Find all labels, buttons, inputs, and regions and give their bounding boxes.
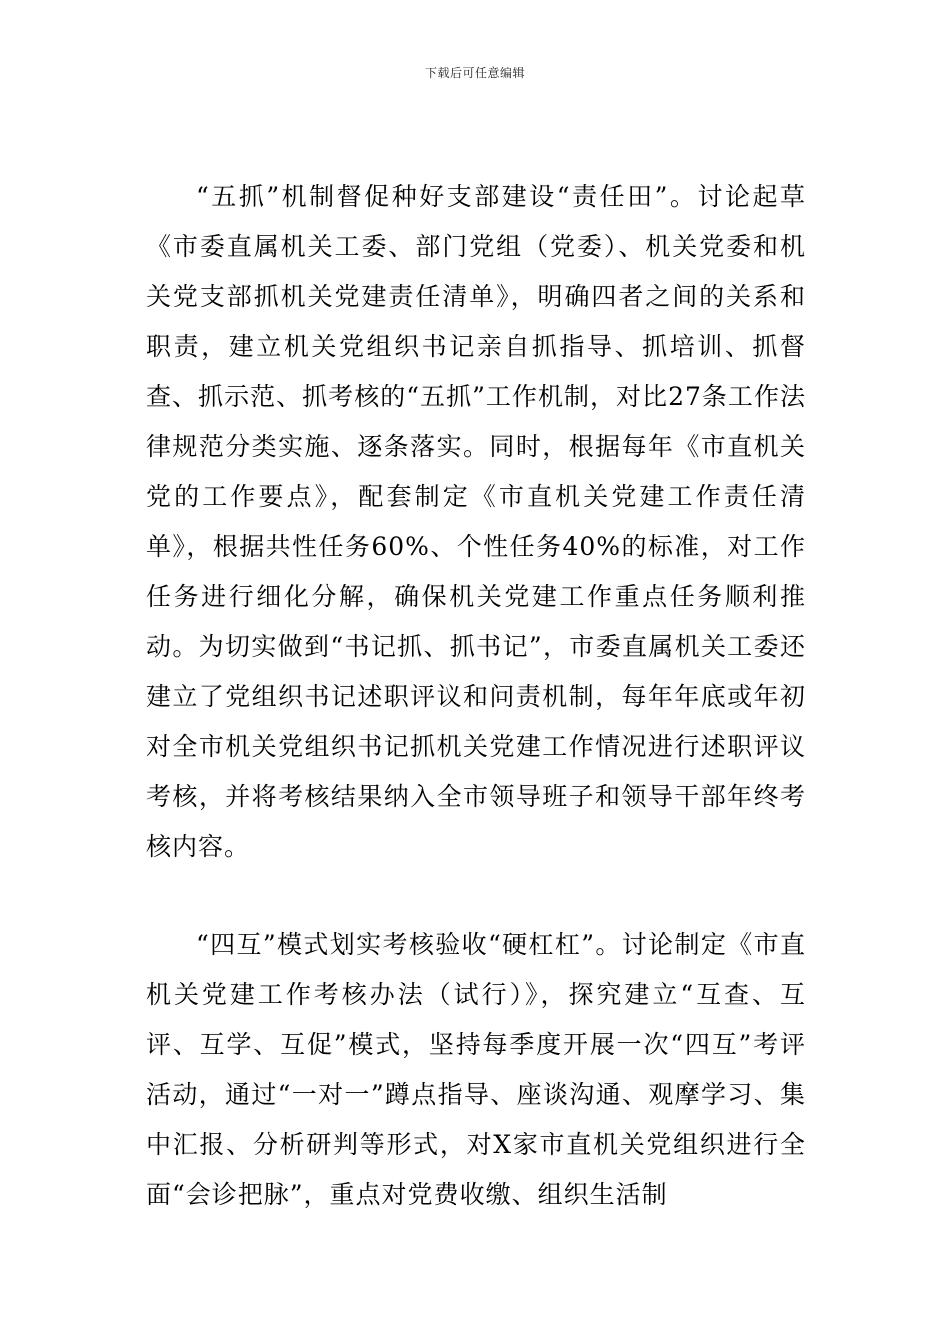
header-note: 下载后可任意编辑 (424, 66, 525, 80)
paragraph-four-mutual: “四互”模式划实考核验收“硬杠杠”。讨论制定《市直机关党建工作考核办法（试行）》，探究建立“互查、互评、互学、互促”模式，坚持每季度开展一次“四互”考评活动，通过“一对一”蹲点指导、座谈沟通、观摩学习、集中汇报、分析研判等形式，对X家市直机关党组织进行全面“会诊把脉”，重点对党费收缴、组织生活制 (146, 930, 806, 1209)
paragraph-five-grasps: “五抓”机制督促种好支部建设“责任田”。讨论起草《市委直属机关工委、部门党组（党委）、机关党委和机关党支部抓机关党建责任清单》，明确四者之间的关系和职责，建立机关党组织书记亲自抓指导、抓培训、抓督查、抓示范、抓考核的“五抓”工作机制，对比27条工作法律规范分类实施、逐条落实。同时，根据每年《市直机关党的工作要点》，配套制定《市直机关党建工作责任清单》，根据共性任务60%、个性任务40%的标准，对工作任务进行细化分解，确保机关党建工作重点任务顺利推动。为切实做到“书记抓、抓书记”，市委直属机关工委还建立了党组织书记述职评议和问责机制，每年年底或年初对全市机关党组织书记抓机关党建工作情况进行述职评议考核，并将考核结果纳入全市领导班子和领导干部年终考核内容。 (146, 182, 806, 861)
